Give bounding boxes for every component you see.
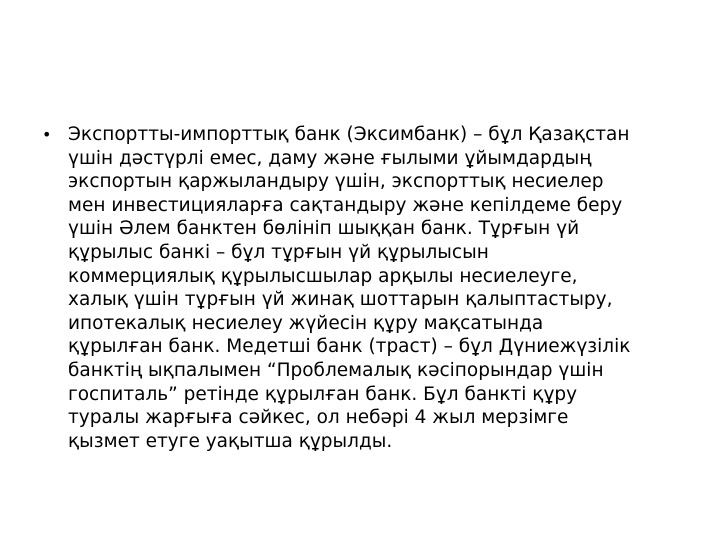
text-line-9: ипотекалық несиелеу жүйесін құру мақсатында bbox=[68, 312, 544, 334]
text-line-6: құрылыс банкі – бұл тұрғын үй құрылысын bbox=[68, 241, 489, 263]
text-line-7: коммерциялық құрылысшылар арқылы несиелеуге, bbox=[68, 265, 578, 287]
text-line-3: экспортын қаржыландыру үшін, экспорттық несиелер bbox=[68, 171, 604, 193]
text-line-8: халық үшін тұрғын үй жинақ шоттарын қалыптастыру, bbox=[68, 289, 613, 311]
text-line-10: құрылған банк. Медетші банк (траст) – бұл Дүниежүзілік bbox=[68, 336, 631, 358]
bullet-text bbox=[68, 123, 708, 453]
text-line-14: қызмет етуге уақытша құрылды. bbox=[68, 430, 393, 452]
text-line-2: үшін дәстүрлі емес, даму және ғылыми ұйымдардың bbox=[68, 147, 592, 169]
text-line-12: госпиталь” ретінде құрылған банк. Бұл банкті құру bbox=[68, 383, 578, 405]
text-line-11: банктің ықпалымен “Проблемалық кәсіпорындар үшін bbox=[68, 359, 604, 381]
text-line-1: Экспортты-импорттық банк (Эксимбанк) – бұл Қазақстан bbox=[68, 124, 630, 145]
bullet-marker: • bbox=[42, 125, 52, 144]
text-line-5: үшін Әлем банктен бөлініп шыққан банк. Тұрғын үй bbox=[68, 218, 580, 240]
text-line-4: мен инвестицияларға сақтандыру және кепілдеме беру bbox=[68, 194, 623, 216]
text-line-13: туралы жарғыға сәйкес, ол небәрі 4 жыл мерзімге bbox=[68, 407, 569, 429]
